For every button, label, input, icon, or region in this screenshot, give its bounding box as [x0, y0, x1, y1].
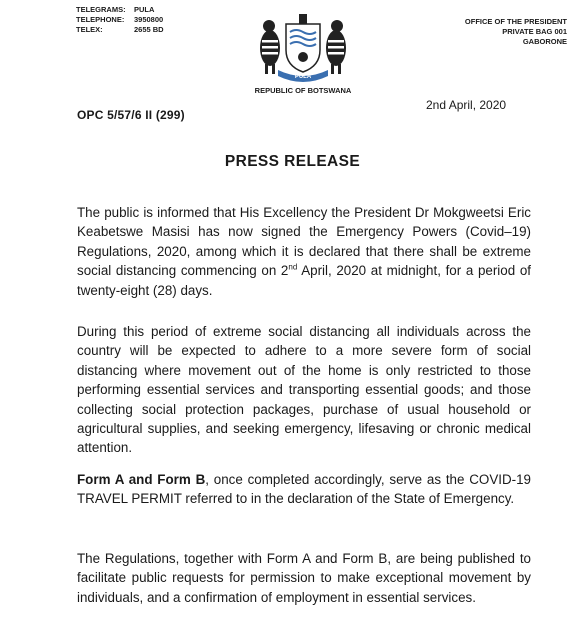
office-address: [465, 17, 567, 47]
contact-label: TELEGRAMS:: [76, 5, 126, 14]
ordinal-suffix: nd: [288, 262, 298, 272]
office-line: OFFICE OF THE PRESIDENT: [464, 17, 567, 26]
shield-icon: [286, 14, 320, 72]
right-zebra-icon: [326, 20, 346, 74]
reference-number: OPC 5/57/6 II (299): [77, 108, 185, 122]
release-date: 2nd April, 2020: [426, 98, 507, 112]
contact-block: [76, 5, 164, 35]
paragraph-travel-permit: [77, 470, 531, 509]
office-line: GABORONE: [522, 37, 567, 46]
contact-row-telephone: [76, 15, 164, 25]
left-zebra-icon: [260, 20, 280, 74]
contact-value: 2655 BD: [134, 25, 164, 34]
paragraph-text: The public is informed that His Excellency the President Dr Mokgweetsi Eric Keabetswe Masisi has now signed the Emergency Powers (Covid–19) Regulations, 2020, among which it is declared that there shall be extreme social distancing commencing on 2: [77, 205, 531, 279]
contact-label: TELEX:: [76, 25, 103, 34]
republic-label: REPUBLIC OF BOTSWANA: [254, 86, 352, 95]
contact-value: 3950800: [134, 15, 164, 24]
paragraph-regulations: The Regulations, together with Form A and Form B, are being published to facilitate public requests for permission to make exceptional movement by individuals, and a confirmation of employment in essential services.: [77, 551, 531, 605]
page-title: PRESS RELEASE: [224, 153, 361, 170]
contact-label: TELEPHONE:: [76, 15, 125, 24]
office-line: PRIVATE BAG 001: [502, 27, 567, 36]
contact-row-telex: [76, 25, 164, 35]
paragraph-text: April, 2020 at midnight, for a period of twenty-eight (28) days.: [77, 263, 531, 298]
contact-value: PULA: [134, 5, 155, 14]
paragraph-announcement: [77, 203, 531, 300]
botswana-coat-of-arms-icon: [254, 10, 352, 82]
crest-motto: PULA: [294, 74, 312, 80]
contact-row-telegrams: [76, 5, 164, 15]
forms-emphasis: Form A and Form B: [77, 472, 206, 487]
paragraph-social-distancing: During this period of extreme social distancing all individuals across the country will be expected to adhere to a more severe form of social distancing where movement out of the home is only restricted to those performing essential services and transporting essential goods; and those collecting social protection packages, purchase of usual household or agricultural supplies, and seeking emergency, lifesaving or chronic medical attention.: [77, 324, 531, 456]
paragraph-text: , once completed accordingly, serve as the COVID-19 TRAVEL PERMIT referred to in the declaration of the State of Emergency.: [77, 472, 531, 507]
